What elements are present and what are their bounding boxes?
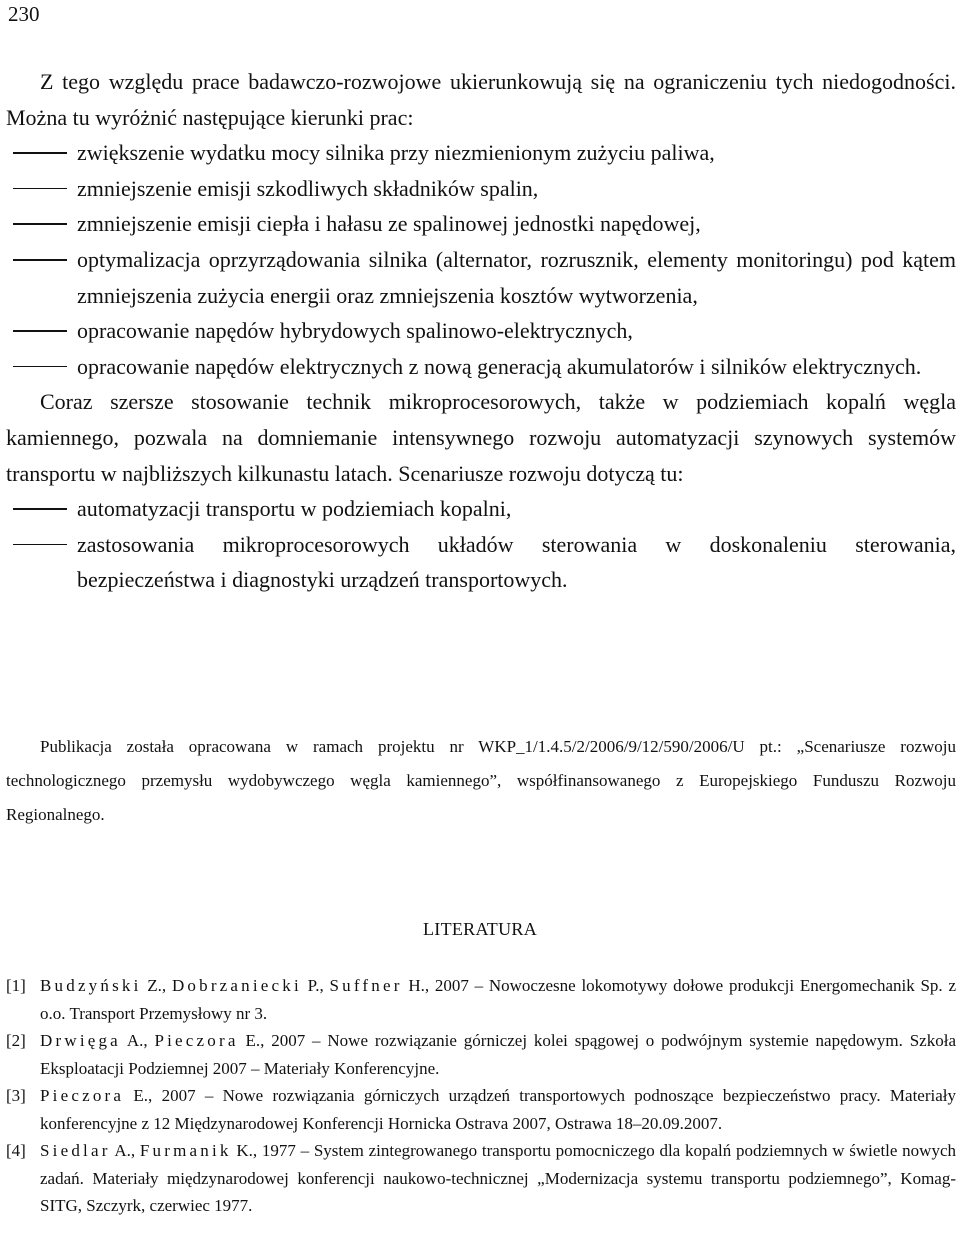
- author-initials: P.,: [301, 976, 330, 995]
- main-text: [6, 64, 956, 598]
- reference-text: , 2007 – Nowe rozwiązania górniczych urządzeń transportowych podnoszące bezpieczeństwo pracy. Materiały konferencyjne z 12 Międzynarodowej Konferencji Hornicka Ostrava 2007, Ostrawa 18–20.09.2007.: [40, 1086, 957, 1133]
- research-directions-list: [6, 135, 956, 384]
- literature-heading: LITERATURA: [423, 919, 537, 939]
- dash-bullet: [13, 544, 67, 546]
- reference-item: [6, 972, 956, 1027]
- author-initials: A.,: [110, 1141, 140, 1160]
- reference-number: [3]: [6, 1086, 26, 1105]
- author-surname: Pieczora: [154, 1031, 239, 1050]
- dash-bullet: [13, 188, 67, 190]
- list-item: zmniejszenie emisji ciepła i hałasu ze spalinowej jednostki napędowej,: [6, 206, 956, 242]
- author-surname: Drwięga: [40, 1031, 121, 1050]
- author-initials: A.,: [120, 1031, 155, 1050]
- author-initials: Z.,: [141, 976, 172, 995]
- list-item: zwiększenie wydatku mocy silnika przy niezmienionym zużyciu paliwa,: [6, 135, 956, 171]
- list-item: zmniejszenie emisji szkodliwych składników spalin,: [6, 171, 956, 207]
- reference-number: [2]: [6, 1031, 26, 1050]
- reference-item: [6, 1137, 956, 1220]
- author-surname: Budzyński: [40, 976, 142, 995]
- reference-item: [6, 1027, 956, 1082]
- publication-note-text: Publikacja została opracowana w ramach projektu nr WKP_1/1.4.5/2/2006/9/12/590/2006/U pt.: „Scenariusze rozwoju technologicznego przemysłu wydobywczego węgla kamiennego”, współfinansowanego z Europejskiego Funduszu Rozwoju Regionalnego.: [6, 737, 956, 824]
- dash-bullet: [13, 223, 67, 225]
- list-item: automatyzacji transportu w podziemiach kopalni,: [6, 491, 956, 527]
- author-surname: Siedlar: [40, 1141, 111, 1160]
- intro-paragraph: Z tego względu prace badawczo-rozwojowe ukierunkowują się na ograniczeniu tych niedogodności. Można tu wyróżnić następujące kierunki prac:: [6, 69, 956, 130]
- second-paragraph: Coraz szersze stosowanie technik mikroprocesorowych, także w podziemiach kopalń węgla kamiennego, pozwala na domniemanie intensywnego rozwoju automatyzacji szynowych systemów transportu w najbliższych kilkunastu latach. Scenariusze rozwoju dotyczą tu:: [6, 389, 956, 486]
- reference-list: [6, 972, 956, 1220]
- list-item: zastosowania mikroprocesorowych układów sterowania w doskonaleniu sterowania, bezpieczeństwa i diagnostyki urządzeń transportowych.: [6, 527, 956, 598]
- author-initials: E.: [124, 1086, 149, 1105]
- list-item: optymalizacja oprzyrządowania silnika (alternator, rozrusznik, elementy monitoringu) pod kątem zmniejszenia zużycia energii oraz zmniejszenia kosztów wytworzenia,: [6, 242, 956, 313]
- publication-note: [6, 730, 956, 832]
- page-number: 230: [8, 2, 40, 26]
- dash-bullet: [13, 259, 67, 261]
- reference-item: [6, 1082, 956, 1137]
- reference-number: [1]: [6, 976, 26, 995]
- references: [6, 972, 956, 1220]
- author-surname: Dobrzaniecki: [171, 976, 302, 995]
- reference-number: [4]: [6, 1141, 26, 1160]
- dash-bullet: [13, 508, 67, 510]
- author-initials: K.: [231, 1141, 253, 1160]
- author-surname: Pieczora: [40, 1086, 125, 1105]
- author-initials: E.: [238, 1031, 261, 1050]
- dash-bullet: [13, 152, 67, 154]
- list-item: opracowanie napędów elektrycznych z nową generacją akumulatorów i silników elektrycznych.: [6, 349, 956, 385]
- author-surname: Furmanik: [139, 1141, 232, 1160]
- dash-bullet: [13, 366, 67, 368]
- list-item: opracowanie napędów hybrydowych spalinowo-elektrycznych,: [6, 313, 956, 349]
- reference-text: , 1977 – System zintegrowanego transportu pomocniczego dla kopalń podziemnych w świetle nowych zadań. Materiały międzynarodowej konferencji naukowo-technicznej „Modernizacja systemu transportu podziemnego”, Komag-SITG, Szczyrk, czerwiec 1977.: [40, 1141, 956, 1215]
- author-surname: Suffner: [329, 976, 403, 995]
- reference-text: , 2007 – Nowoczesne lokomotywy dołowe produkcji Energomechanik Sp. z o.o. Transport Przemysłowy nr 3.: [40, 976, 956, 1023]
- scenarios-list: [6, 491, 956, 598]
- reference-text: , 2007 – Nowe rozwiązanie górniczej kolei spągowej o podwójnym systemie napędowym. Szkoła Eksploatacji Podziemnej 2007 – Materiały Konferencyjne.: [40, 1031, 956, 1078]
- dash-bullet: [13, 330, 67, 332]
- author-initials: H.: [402, 976, 425, 995]
